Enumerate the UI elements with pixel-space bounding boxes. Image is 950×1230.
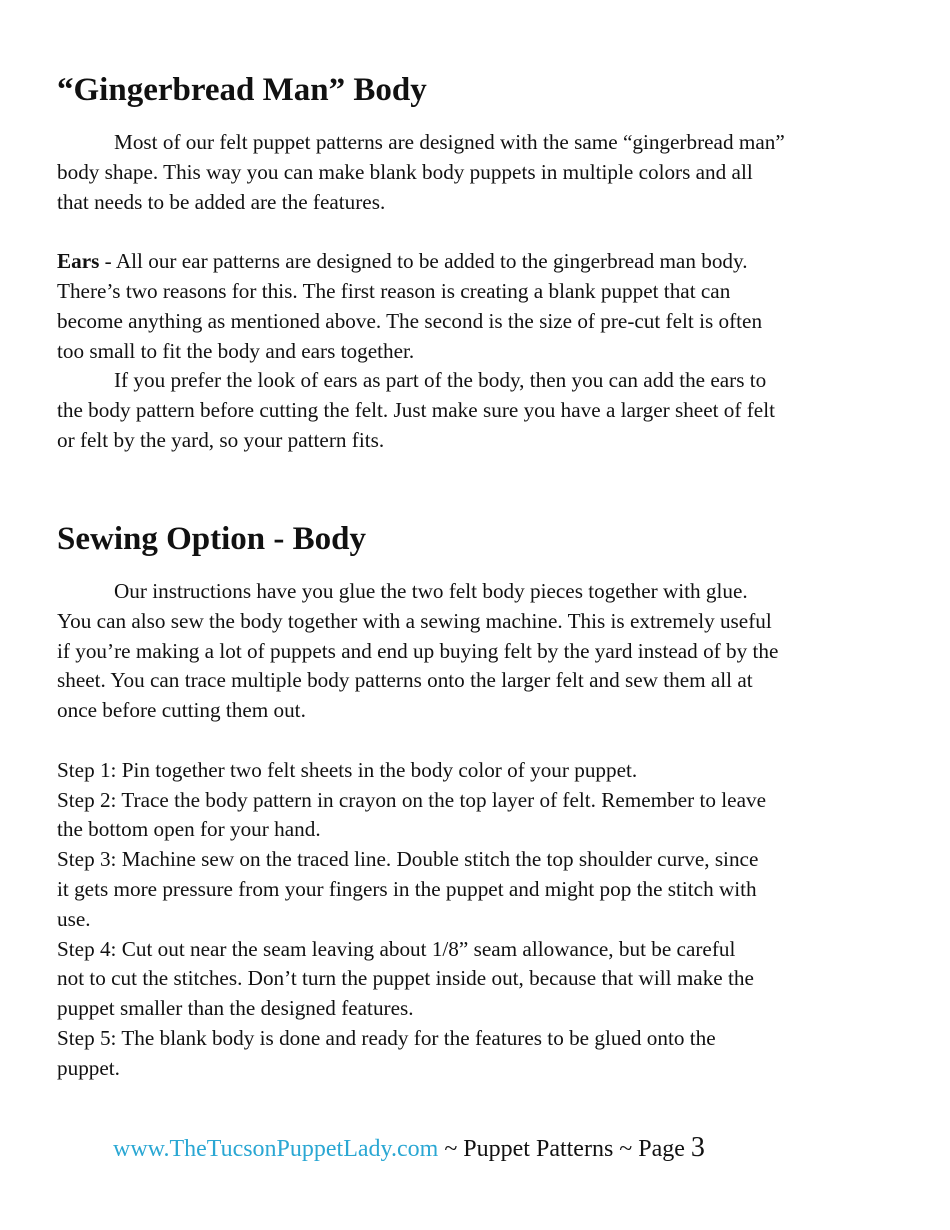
step-5-line: puppet.	[57, 1055, 120, 1080]
paragraph-line: that needs to be added are the features.	[57, 189, 386, 214]
paragraph-line: the body pattern before cutting the felt. Just make sure you have a larger sheet of felt	[57, 398, 775, 423]
page-footer	[113, 1130, 705, 1167]
paragraph-line: or felt by the yard, so your pattern fits.	[57, 427, 385, 452]
ears-label: Ears	[57, 249, 100, 274]
paragraph-line: Our instructions have you glue the two felt body pieces together with glue.	[114, 579, 748, 603]
step-3-line: it gets more pressure from your fingers in the puppet and might pop the stitch with	[57, 876, 757, 901]
page-number: 3	[690, 1132, 705, 1163]
paragraph-line: if you’re making a lot of puppets and end up buying felt by the yard instead of by the	[57, 638, 779, 663]
section-heading-sewing-option: Sewing Option - Body	[57, 521, 366, 557]
gingerbread-section-body	[57, 128, 897, 456]
paragraph-line: There’s two reasons for this. The first reason is creating a blank puppet that can	[57, 278, 731, 303]
ears-first-line-text: - All our ear patterns are designed to be added to the gingerbread man body.	[99, 249, 748, 274]
step-5-line: Step 5: The blank body is done and ready for the features to be glued onto the	[57, 1025, 716, 1050]
step-3-line: Step 3: Machine sew on the traced line. Double stitch the top shoulder curve, since	[57, 847, 759, 872]
footer-text: ~ Puppet Patterns ~ Page	[438, 1136, 691, 1162]
step-4-line: Step 4: Cut out near the seam leaving about 1/8” seam allowance, but be careful	[57, 936, 736, 961]
website-link[interactable]: www.TheTucsonPuppetLady.com	[113, 1136, 439, 1162]
step-1-line: Step 1: Pin together two felt sheets in the body color of your puppet.	[57, 757, 638, 782]
step-2-line: the bottom open for your hand.	[57, 817, 321, 842]
step-2-line: Step 2: Trace the body pattern in crayon on the top layer of felt. Remember to leave	[57, 787, 766, 812]
paragraph-line: If you prefer the look of ears as part of the body, then you can add the ears to	[114, 368, 767, 393]
sewing-section-body	[57, 577, 897, 1084]
paragraph-line: body shape. This way you can make blank body puppets in multiple colors and all	[57, 159, 753, 184]
paragraph-line: You can also sew the body together with a sewing machine. This is extremely useful	[57, 608, 772, 633]
paragraph-line: once before cutting them out.	[57, 698, 306, 723]
section-heading-gingerbread: “Gingerbread Man” Body	[57, 72, 427, 108]
paragraph-line: become anything as mentioned above. The second is the size of pre-cut felt is often	[57, 308, 763, 333]
paragraph-line: Most of our felt puppet patterns are designed with the same “gingerbread man”	[114, 130, 785, 154]
step-4-line: puppet smaller than the designed features.	[57, 996, 414, 1021]
step-4-line: not to cut the stitches. Don’t turn the puppet inside out, because that will make the	[57, 966, 754, 991]
paragraph-line: too small to fit the body and ears together.	[57, 338, 415, 363]
paragraph-line: sheet. You can trace multiple body patterns onto the larger felt and sew them all at	[57, 668, 753, 693]
ears-paragraph-first-line	[57, 247, 897, 277]
step-3-line: use.	[57, 906, 91, 931]
